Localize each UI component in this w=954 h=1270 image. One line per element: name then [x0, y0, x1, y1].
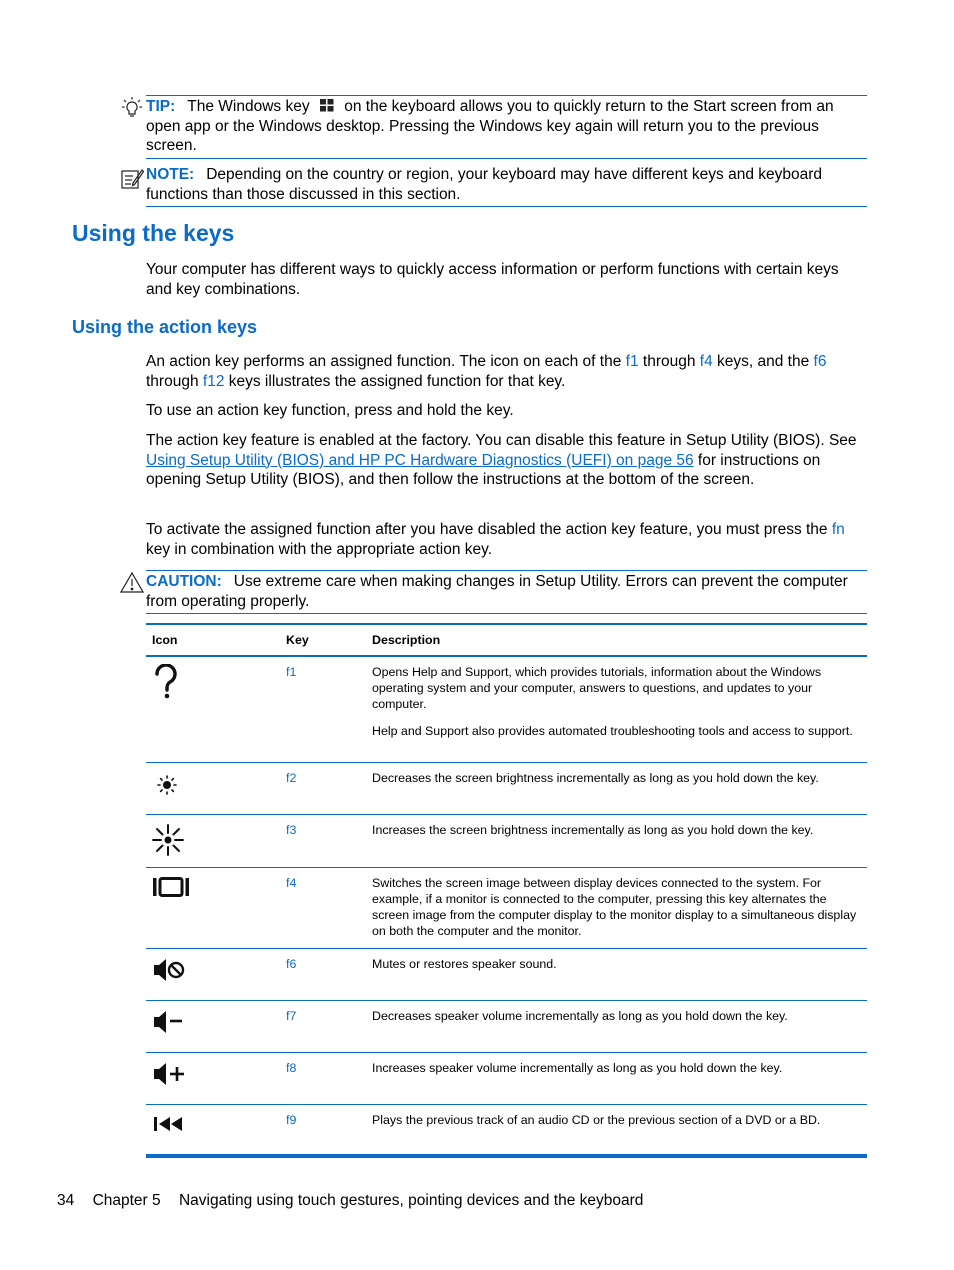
page-footer	[57, 1192, 657, 1210]
description-cell: Opens Help and Support, which provides tutorials, information about the Windows operating system and your computer, answers to questions, and updates to your computer. Help and Support also provides automated troubleshooting tools and access to support.	[366, 656, 867, 762]
chapter-title: Navigating using touch gestures, pointing devices and the keyboard	[178, 1192, 644, 1209]
icon-cell	[146, 814, 280, 867]
tip-box	[146, 95, 867, 159]
key-ref-f1: f1	[625, 353, 639, 370]
page-number: 34	[57, 1192, 75, 1209]
icon-cell	[146, 948, 280, 1000]
windows-key-icon	[320, 99, 334, 112]
icon-cell	[146, 1052, 280, 1104]
mute-icon	[152, 956, 188, 984]
help-question-icon	[152, 664, 182, 700]
table-row	[146, 1052, 867, 1104]
note-text: Depending on the country or region, your keyboard may have different keys and keyboard functions than those discussed in this section.	[146, 166, 823, 203]
key-cell: f8	[280, 1052, 366, 1104]
caution-text: Use extreme care when making changes in Setup Utility. Errors can prevent the computer from operating properly.	[146, 573, 848, 610]
icon-cell	[146, 867, 280, 948]
table-row	[146, 656, 867, 762]
lightbulb-icon	[120, 96, 144, 120]
brightness-up-icon	[152, 822, 184, 858]
key-cell: f1	[280, 656, 366, 762]
table-row	[146, 814, 867, 867]
setup-utility-link[interactable]: Using Setup Utility (BIOS) and HP PC Hardware Diagnostics (UEFI) on page 56	[146, 451, 694, 469]
icon-cell	[146, 1104, 280, 1156]
note-pencil-icon	[120, 167, 144, 191]
key-ref-f6: f6	[813, 353, 827, 370]
description-cell: Decreases speaker volume incrementally as long as you hold down the key.	[366, 1000, 867, 1052]
key-cell: f2	[280, 762, 366, 814]
key-ref-f4: f4	[699, 353, 713, 370]
icon-cell	[146, 656, 280, 762]
table-row	[146, 1104, 867, 1156]
table-row	[146, 762, 867, 814]
brightness-down-icon	[152, 770, 182, 800]
warning-triangle-icon	[120, 571, 144, 595]
description-cell: Mutes or restores speaker sound.	[366, 948, 867, 1000]
icon-cell	[146, 762, 280, 814]
paragraph-activate: To activate the assigned function after you have disabled the action key feature, you must press the fn key in combination with the appropriate action key.	[146, 521, 845, 558]
header-key: Key	[280, 624, 366, 656]
previous-track-icon	[152, 1112, 188, 1136]
key-ref-fn: fn	[831, 521, 845, 538]
section-intro: Your computer has different ways to quickly access information or perform functions with certain keys and key combinations.	[146, 261, 839, 298]
table-row	[146, 867, 867, 948]
tip-label: TIP:	[146, 98, 176, 115]
volume-up-icon	[152, 1060, 188, 1088]
volume-down-icon	[152, 1008, 188, 1036]
description-cell: Decreases the screen brightness incrementally as long as you hold down the key.	[366, 762, 867, 814]
description-cell: Increases speaker volume incrementally as long as you hold down the key.	[366, 1052, 867, 1104]
header-icon: Icon	[146, 624, 280, 656]
table-row	[146, 948, 867, 1000]
header-description: Description	[366, 624, 867, 656]
caution-label: CAUTION:	[146, 573, 222, 590]
description-cell: Plays the previous track of an audio CD or the previous section of a DVD or a BD.	[366, 1104, 867, 1156]
paragraph-factory: The action key feature is enabled at the factory. You can disable this feature in Setup Utility (BIOS). See Using Setup Utility (BIOS) and HP PC Hardware Diagnostics (UEFI) on page 56 for instructions on opening Setup Utility (BIOS), and then follow the instructions at the bottom of the screen.	[146, 432, 857, 488]
tip-text-before: The Windows key	[187, 98, 310, 115]
key-cell: f9	[280, 1104, 366, 1156]
chapter-label: Chapter 5	[92, 1192, 161, 1209]
key-cell: f7	[280, 1000, 366, 1052]
key-cell: f3	[280, 814, 366, 867]
display-switch-icon	[152, 875, 192, 901]
paragraph-action-key: An action key performs an assigned function. The icon on each of the f1 through f4 keys, and the f6 through f12 keys illustrates the assigned function for that key.	[146, 353, 827, 390]
key-ref-f12: f12	[202, 372, 225, 390]
table-header-row	[146, 624, 867, 656]
key-cell: f6	[280, 948, 366, 1000]
note-box	[146, 164, 867, 207]
subsection-title: Using the action keys	[72, 317, 258, 337]
caution-box	[146, 570, 867, 614]
description-cell: Increases the screen brightness incrementally as long as you hold down the key.	[366, 814, 867, 867]
icon-cell	[146, 1000, 280, 1052]
section-title: Using the keys	[72, 220, 235, 246]
action-keys-table	[146, 623, 867, 1158]
tip-text-after: on the keyboard allows you to quickly return to the Start screen from an open app or the Windows desktop. Pressing the Windows key again will return you to the previous screen.	[146, 98, 834, 154]
table-row	[146, 1000, 867, 1052]
note-label: NOTE:	[146, 166, 195, 183]
key-cell: f4	[280, 867, 366, 948]
description-cell: Switches the screen image between display devices connected to the system. For example, if a monitor is connected to the computer, pressing this key alternates the screen image from the computer display to the monitor display to a simultaneous display on both the computer and the monitor.	[366, 867, 867, 948]
paragraph-press-hold: To use an action key function, press and hold the key.	[146, 402, 514, 419]
